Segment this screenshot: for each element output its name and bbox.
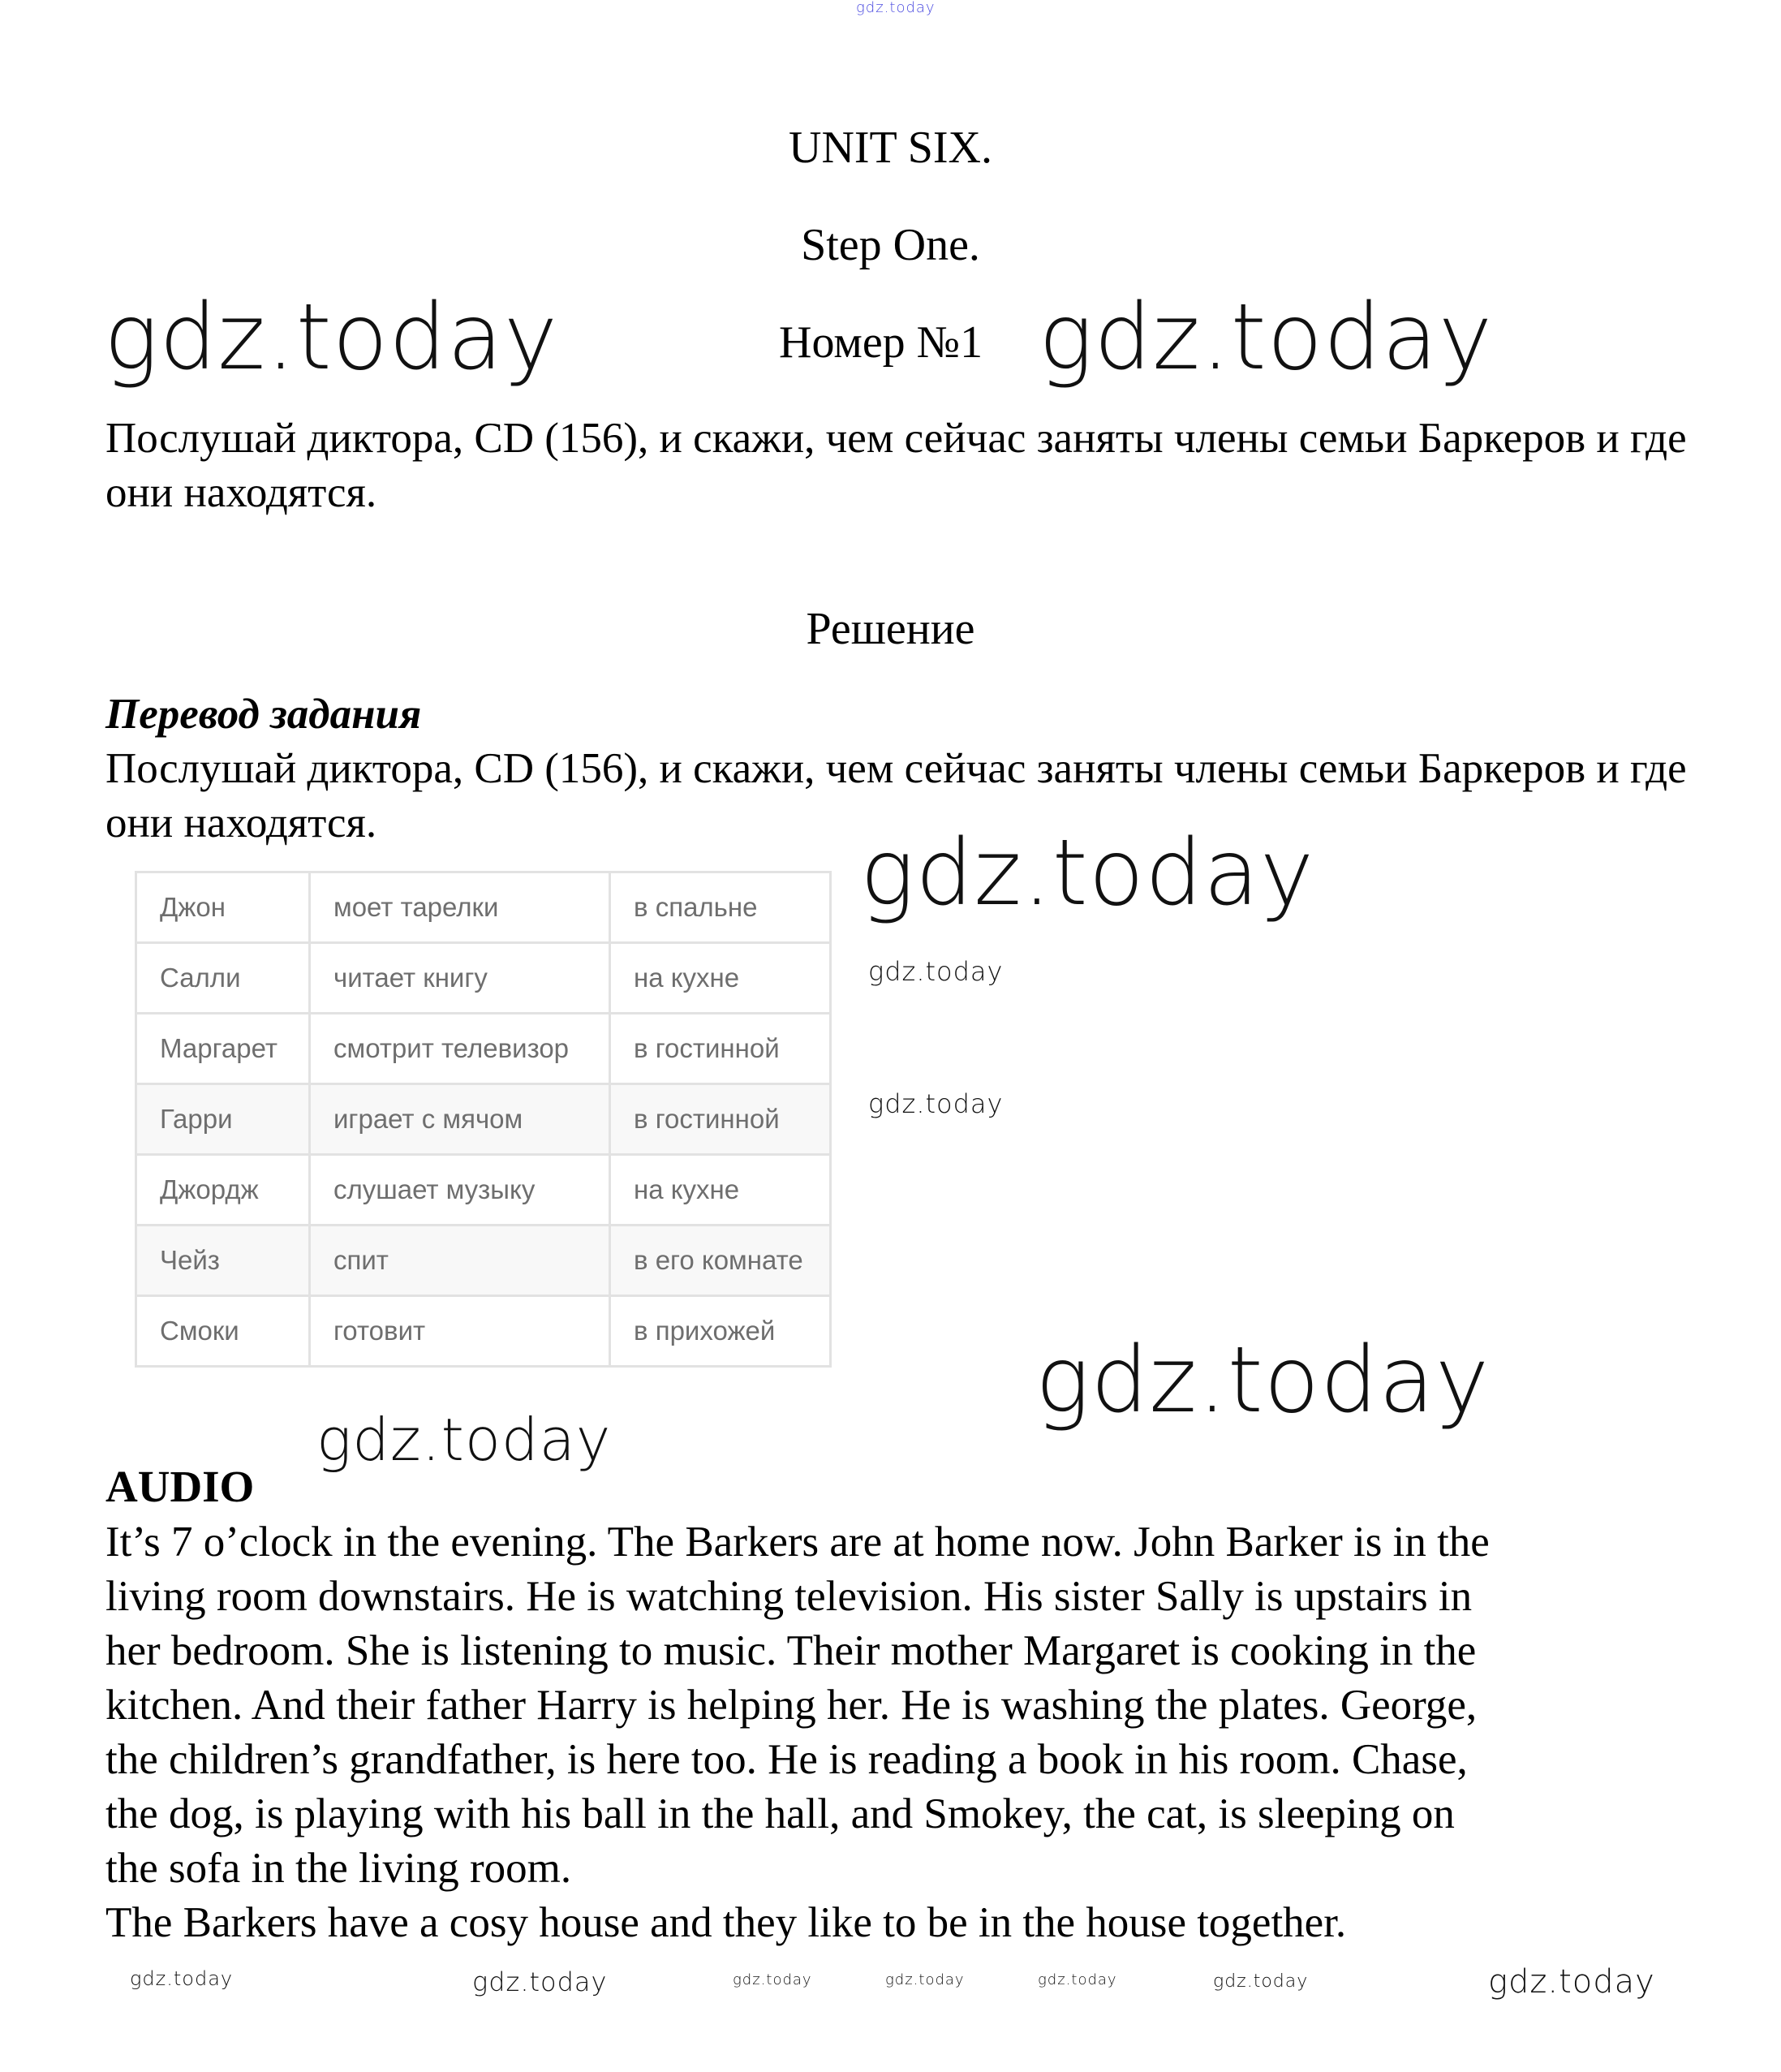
watermark: gdz.today — [1038, 1971, 1117, 1988]
activity-cell: готовит — [310, 1296, 610, 1367]
audio-line: the sofa in the living room. — [105, 1845, 572, 1892]
family-member-cell: Гарри — [136, 1084, 310, 1155]
answer-table — [135, 871, 832, 1368]
family-member-cell: Чейз — [136, 1226, 310, 1296]
location-cell: в его комнате — [610, 1226, 831, 1296]
table-row — [136, 1226, 831, 1296]
watermark: gdz.today — [733, 1971, 812, 1988]
table-row — [136, 943, 831, 1014]
location-cell: на кухне — [610, 1155, 831, 1226]
watermark: gdz.today — [1035, 1328, 1491, 1433]
location-cell: на кухне — [610, 943, 831, 1014]
translation-text: Послушай диктора, CD (156), и скажи, чем сейчас заняты члены семьи Баркеров и где они находятся. — [105, 745, 1687, 846]
table-row — [136, 1296, 831, 1367]
watermark: gdz.today — [1488, 1963, 1655, 2001]
table-row — [136, 1014, 831, 1084]
activity-cell: играет с мячом — [310, 1084, 610, 1155]
watermark: gdz.today — [860, 821, 1315, 926]
exercise-number: Номер №1 — [779, 317, 983, 368]
audio-heading: AUDIO — [105, 1462, 255, 1511]
audio-line: living room downstairs. He is watching television. His sister Sally is upstairs in — [105, 1573, 1473, 1620]
audio-line: the dog, is playing with his ball in the hall, and Smokey, the cat, is sleeping on — [105, 1790, 1455, 1837]
activity-cell: спит — [310, 1226, 610, 1296]
family-member-cell: Джордж — [136, 1155, 310, 1226]
activity-cell: читает книгу — [310, 943, 610, 1014]
activity-cell: слушает музыку — [310, 1155, 610, 1226]
audio-line: the children’s grandfather, is here too. He is reading a book in his room. Chase, — [105, 1736, 1468, 1783]
watermark: gdz.today — [104, 285, 559, 390]
family-member-cell: Джон — [136, 872, 310, 943]
location-cell: в спальне — [610, 872, 831, 943]
unit-title: UNIT SIX. — [789, 123, 992, 173]
family-member-cell: Смоки — [136, 1296, 310, 1367]
activity-cell: смотрит телевизор — [310, 1014, 610, 1084]
watermark: gdz.today — [868, 956, 1004, 987]
audio-line: her bedroom. She is listening to music. Their mother Margaret is cooking in the — [105, 1627, 1477, 1674]
activity-cell: моет тарелки — [310, 872, 610, 943]
translation-heading: Перевод задания — [105, 691, 422, 738]
audio-line: kitchen. And their father Harry is helping her. He is washing the plates. George, — [105, 1682, 1478, 1729]
audio-line: It’s 7 o’clock in the evening. The Barkers are at home now. John Barker is in the — [105, 1518, 1490, 1566]
solution-heading: Решение — [806, 604, 975, 654]
watermark: gdz.today — [885, 1971, 965, 1988]
watermark: gdz.today — [1213, 1971, 1309, 1992]
top-watermark: gdz.today — [856, 0, 936, 16]
audio-transcript — [105, 1515, 1712, 1950]
audio-line: The Barkers have a cosy house and they like to be in the house together. — [105, 1899, 1347, 1946]
watermark: gdz.today — [1039, 285, 1494, 390]
watermark: gdz.today — [472, 1966, 608, 1997]
location-cell: в гостинной — [610, 1084, 831, 1155]
location-cell: в гостинной — [610, 1014, 831, 1084]
family-member-cell: Салли — [136, 943, 310, 1014]
table-row — [136, 872, 831, 943]
watermark: gdz.today — [868, 1088, 1004, 1119]
watermark: gdz.today — [130, 1967, 234, 1990]
family-member-cell: Маргарет — [136, 1014, 310, 1084]
table-row — [136, 1155, 831, 1226]
watermark: gdz.today — [316, 1406, 612, 1474]
task-text: Послушай диктора, CD (156), и скажи, чем сейчас заняты члены семьи Баркеров и где они находятся. — [105, 415, 1687, 516]
location-cell: в прихожей — [610, 1296, 831, 1367]
step-title: Step One. — [801, 220, 980, 270]
table-row — [136, 1084, 831, 1155]
